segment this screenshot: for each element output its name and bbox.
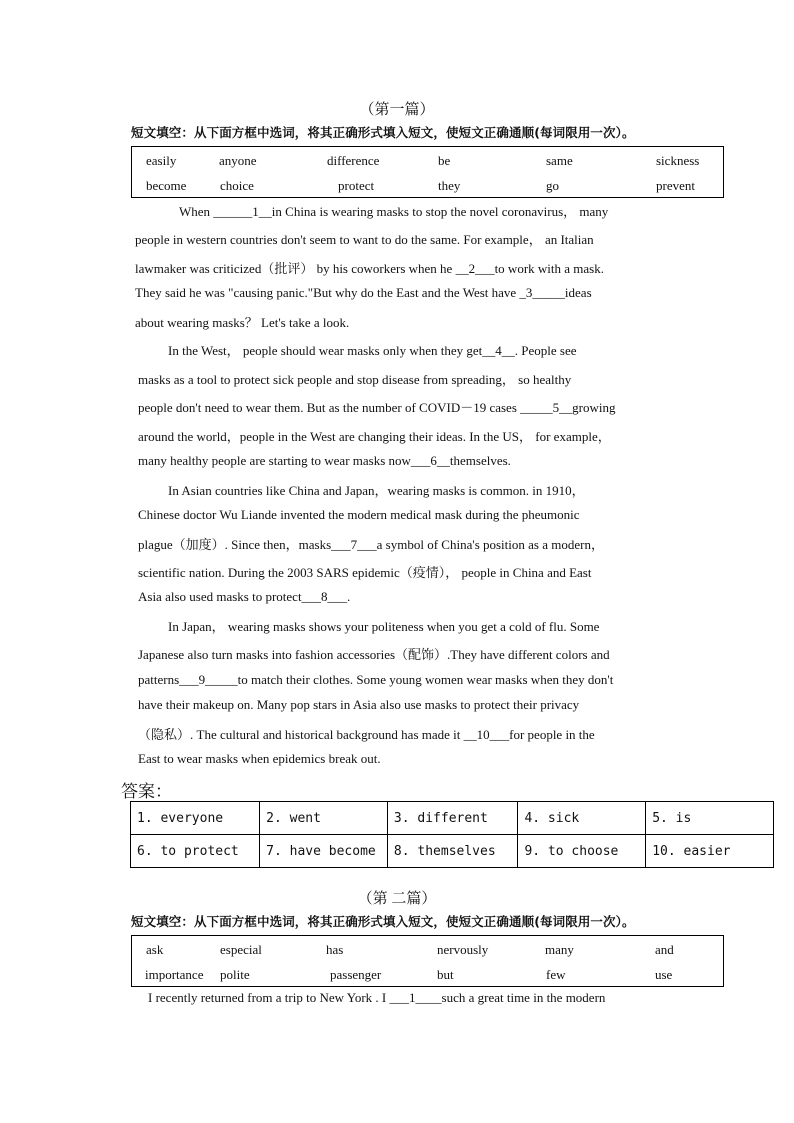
word-box-item: passenger xyxy=(330,967,382,982)
word-box-item: sickness xyxy=(656,153,700,168)
passage-2-title: （第 二篇） xyxy=(357,891,437,907)
word-box-item: prevent xyxy=(656,178,695,193)
passage-2-line: I recently returned from a trip to New York . I ___1____such a great time in the modern xyxy=(148,990,606,1005)
word-box-item: become xyxy=(146,178,187,193)
word-box-item: difference xyxy=(327,153,380,168)
passage-1-line: many healthy people are starting to wear masks now___6__themselves. xyxy=(138,453,511,468)
passage-1-line: about wearing masks？ Let's take a look. xyxy=(135,315,350,330)
passage-1-line: masks as a tool to protect sick people and stop disease from spreading， so healthy xyxy=(138,372,572,387)
word-box-item: has xyxy=(326,942,344,957)
word-box-item: ask xyxy=(146,942,164,957)
passage-1-title: （第一篇） xyxy=(359,102,435,118)
answer-label: 答案： xyxy=(121,782,172,802)
passage-1-line: They said he was "causing panic."But why do the East and the West have _3_____ideas xyxy=(135,285,592,300)
answer-cell: 6. to protect xyxy=(131,835,260,868)
passage-1-line: Japanese also turn masks into fashion accessories（配饰）.They have different colors and xyxy=(138,647,610,662)
word-box-item: they xyxy=(438,178,461,193)
passage-1-line: Chinese doctor Wu Liande invented the modern medical mask during the pheumonic xyxy=(138,507,580,522)
passage-1-line: In Asian countries like China and Japan，wearing masks is common. in 1910， xyxy=(168,483,585,498)
word-box-item: use xyxy=(655,967,673,982)
passage-1-line: In Japan， wearing masks shows your politeness when you get a cold of flu. Some xyxy=(168,619,600,634)
word-box-item: especial xyxy=(220,942,262,957)
answer-cell: 10. easier xyxy=(646,835,774,868)
word-box-item: easily xyxy=(146,153,177,168)
passage-2-word-box xyxy=(131,935,724,987)
answer-cell: 2. went xyxy=(260,802,388,835)
word-box-item: few xyxy=(546,967,566,982)
answer-table xyxy=(130,801,774,868)
word-box-item: importance xyxy=(145,967,204,982)
answer-cell: 7. have become xyxy=(260,835,388,868)
passage-1-word-box xyxy=(131,146,724,198)
word-box-item: nervously xyxy=(437,942,489,957)
passage-1-line: have their makeup on. Many pop stars in Asia also use masks to protect their privacy xyxy=(138,697,580,712)
answer-cell: 5. is xyxy=(646,802,774,835)
passage-1-line: East to wear masks when epidemics break out. xyxy=(138,751,381,766)
word-box-item: choice xyxy=(220,178,254,193)
passage-2-instruction: 短文填空：从下面方框中选词，将其正确形式填入短文，使短文正确通顺(每词限用一次）。 xyxy=(131,914,635,929)
answer-cell: 3. different xyxy=(387,802,518,835)
table-row xyxy=(131,802,774,835)
passage-1-line: In the West， people should wear masks only when they get__4__. People see xyxy=(168,343,577,358)
word-box-item: and xyxy=(655,942,674,957)
passage-1-line: patterns___9_____to match their clothes. Some young women wear masks when they don't xyxy=(138,672,614,687)
passage-1-line: plague（加度）. Since then，masks___7___a symbol of China's position as a modern， xyxy=(138,537,604,552)
answer-cell: 1. everyone xyxy=(131,802,260,835)
passage-1-line: Asia also used masks to protect___8___. xyxy=(138,589,351,604)
word-box-item: go xyxy=(546,178,559,193)
passage-1-line: （隐私）. The cultural and historical background has made it __10___for people in the xyxy=(138,727,595,742)
answer-cell: 4. sick xyxy=(518,802,646,835)
word-box-item: protect xyxy=(338,178,375,193)
word-box-item: be xyxy=(438,153,451,168)
word-box-item: same xyxy=(546,153,573,168)
passage-1-line: scientific nation. During the 2003 SARS epidemic（疫情）， people in China and East xyxy=(138,565,592,580)
word-box-item: anyone xyxy=(219,153,257,168)
answer-cell: 8. themselves xyxy=(387,835,518,868)
passage-1-instruction: 短文填空：从下面方框中选词，将其正确形式填入短文，使短文正确通顺(每词限用一次）。 xyxy=(131,125,635,140)
answer-cell: 9. to choose xyxy=(518,835,646,868)
passage-1-line: people don't need to wear them. But as the number of COVID－19 cases _____5__growing xyxy=(138,400,616,415)
word-box-item: but xyxy=(437,967,454,982)
word-box-item: polite xyxy=(220,967,250,982)
passage-1-line: lawmaker was criticized（批评） by his coworkers when he __2___to work with a mask. xyxy=(135,261,604,276)
passage-1-line: people in western countries don't seem to want to do the same. For example， an Italian xyxy=(135,232,594,247)
passage-1-line: When ______1__in China is wearing masks to stop the novel coronavirus， many xyxy=(179,204,609,219)
word-box-item: many xyxy=(545,942,574,957)
table-row xyxy=(131,835,774,868)
passage-1-line: around the world，people in the West are changing their ideas. In the US， for example， xyxy=(138,429,611,444)
